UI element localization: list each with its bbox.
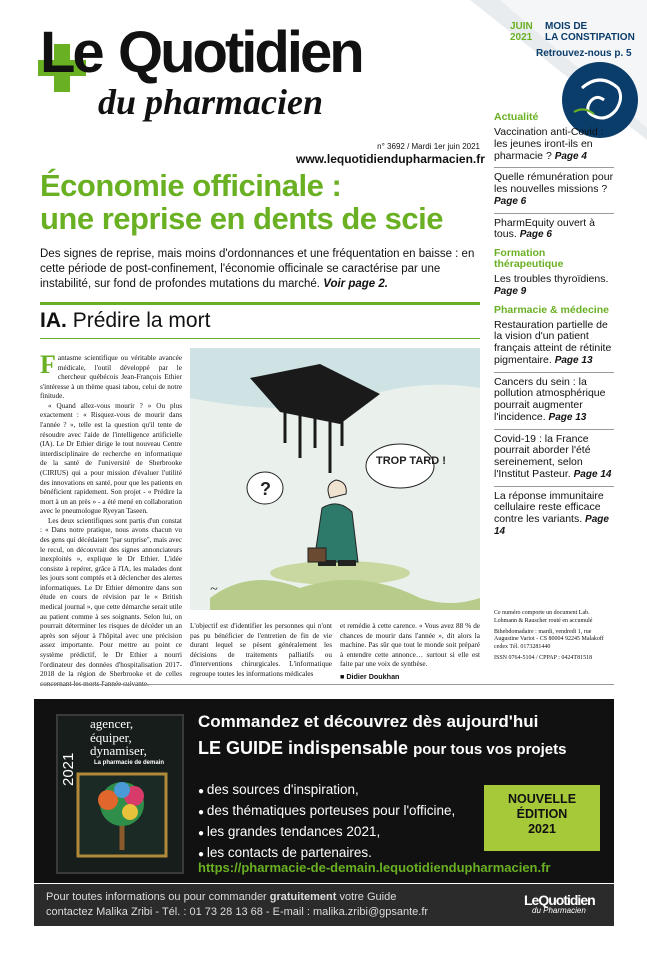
lead-ref-link[interactable]: Voir page 2. — [323, 277, 388, 290]
sidebar-item[interactable]: Covid-19 : la France pourrait aborder l'été sereinement, selon l'Institut Pasteur. Page 14 — [494, 430, 614, 487]
article-paragraph: Fantasme scientifique ou véritable avancée médicale, l'outil développé par le chercheur québécois Jean-François Ethier s'intéresse à un thème quasi tabou, celui de notre finitude. — [40, 350, 182, 401]
article-column-2: L'objectif est d'identifier les personnes qui n'ont pas pu bénéficier de l'entretien de fin de vie durant lequel se pèsent généralement les décisions de traitements palliatifs ou d'interventions chirurgicales. L'informatique regroupe toutes les informations médicales — [190, 622, 332, 678]
ad-footer-text: Pour toutes informations ou pour commander gratuitement votre Guide contactez Malika Zribi - Tél. : 01 73 28 13 68 - E-mail : malika.zribi@gpsante.fr — [46, 890, 486, 921]
website-link[interactable]: www.lequotidiendupharmacien.fr — [296, 152, 485, 166]
ad-heading: Commandez et découvrez dès aujourd'hui — [198, 712, 539, 731]
sidebar — [494, 110, 614, 543]
page-ref: Page 6 — [494, 195, 527, 207]
drop-cap: F — [40, 350, 56, 379]
list-item: ● les grandes tendances 2021, — [198, 822, 498, 843]
cartoon-image — [190, 348, 480, 610]
headline-line2: une reprise en dents de scie — [40, 200, 443, 236]
ad-subheading: LE GUIDE indispensable pour tous vos projets — [198, 738, 567, 758]
sidebar-item[interactable]: Vaccination anti-Covid : les jeunes iront-ils en pharmacie ? Page 4 — [494, 123, 614, 168]
svg-text:~: ~ — [210, 582, 218, 597]
footer-logo: LeQuotidien — [524, 892, 595, 908]
sidebar-item[interactable]: Restauration partielle de la vision d'un patient français atteint de rétinite pigmentaire. Page 13 — [494, 316, 614, 373]
cartoon-bubble: TROP TARD ! — [376, 455, 446, 467]
tree-illustration — [72, 770, 172, 860]
sidebar-head-pharmacie: Pharmacie & médecine — [494, 303, 609, 316]
page-ref: Page 13 — [554, 354, 593, 366]
list-item: ● des thématiques porteuses pour l'officine, — [198, 801, 498, 822]
book-subtitle: La pharmacie de demain — [94, 760, 165, 766]
ad-bullet-list — [198, 780, 498, 864]
sidebar-item[interactable]: Les troubles thyroïdiens. Page 9 — [494, 273, 609, 297]
issue-number: n° 3692 / Mardi 1er juin 2021 — [377, 142, 480, 151]
article-paragraph: « Quand allez-vous mourir ? » Ou plus exactement : « Risquez-vous de mourir dans l'année ? », telle est la question qu'il tente de résoudre avec l'aide de l'intelligence artificielle (IA). Le Dr Ethier dirige le tout nouveau Centre interdisciplinaire de recherche en informatique de la santé de l'université de Sherbrooke (CIRIUS) qui a pour mission d'évaluer l'utilité des innovations en santé, pour que les patients en bénéficient rapidement. Son projet - « Prédire la mort à un an près » - a été mené en collaboration avec le pneumologue Ryeyan Taseen. — [40, 401, 182, 516]
article-column-1 — [40, 350, 182, 689]
book-year: 2021 — [60, 752, 77, 786]
page-ref: Page 14 — [494, 514, 609, 537]
list-item: ● les contacts de partenaires. — [198, 843, 498, 864]
ad-url-link[interactable]: https://pharmacie-de-demain.lequotidiendupharmacien.fr — [198, 860, 551, 875]
sidebar-item[interactable]: Cancers du sein : la pollution atmosphérique pourrait augmenter l'incidence. Page 13 — [494, 373, 614, 430]
page-ref: Page 9 — [494, 285, 527, 297]
contact-info[interactable]: contactez Malika Zribi - Tél. : 01 73 28 13 68 - E-mail : malika.zribi@gpsante.fr — [46, 906, 429, 919]
headline-line1: Économie officinale : — [40, 168, 342, 203]
logo-quotidien: Quotidien — [118, 20, 362, 85]
list-item: ● des sources d'inspiration, — [198, 780, 498, 801]
imprint: Ce numéro comporte un document Lab. Lohmann & Rauscher routé en accumulé Bihebdomadaire : mardi, vendredi 1, rue Augustine Variot - CS 80004 92245 Malakoff cedex Tél. 0173281440 ISSN 0764-5104 / CPPAP : 0424T81518 — [494, 610, 604, 661]
section-heading: Prédire la mort — [72, 309, 211, 332]
page-ref: Page 14 — [573, 468, 612, 480]
section-tag: IA. — [40, 309, 67, 332]
book-title: agencer, équiper, dynamiser, — [90, 716, 147, 759]
article-column-3: et remédie à cette carence. « Vous avez 88 % de chances de mourir dans l'année », dit alors la machine. Pas sûr que tout le monde soit préparé à entendre cette annonce… surtout si elle est faite par une voix de synthèse. ■ Didier Doukhan — [340, 622, 480, 681]
corner-date: JUIN 2021 — [510, 21, 533, 43]
page-ref: Page 6 — [519, 229, 552, 241]
page-ref: Page 4 — [554, 150, 587, 162]
author-credit: ■ Didier Doukhan — [340, 671, 400, 681]
new-edition-badge: NOUVELLE ÉDITION 2021 — [484, 785, 600, 851]
footer-logo-sub: du Pharmacien — [532, 906, 586, 915]
page-ref: Page 13 — [548, 411, 587, 423]
sidebar-head-formation: Formation thérapeutique — [494, 247, 564, 271]
sidebar-item[interactable]: Quelle rémunération pour les nouvelles missions ? Page 6 — [494, 168, 614, 213]
divider — [40, 684, 614, 685]
corner-title: MOIS DE LA CONSTIPATION — [545, 21, 635, 43]
cartoon-question: ? — [260, 479, 271, 499]
lead-paragraph: Des signes de reprise, mais moins d'ordonnances et une fréquentation en baisse : en cette période de post-confinement, l'économie officinale se caractérise par une instabilité, sur fond de profondes mutations du marché. Voir page 2. — [40, 248, 475, 290]
sidebar-head-actualite: Actualité — [494, 111, 539, 123]
headline[interactable] — [40, 170, 480, 235]
logo-le: Le — [40, 20, 102, 85]
divider — [40, 302, 480, 305]
article-paragraph: Les deux scientifiques sont partis d'un constat : « Dans notre pratique, nous avons chacun vu des gens qui décédaient "par surprise", mais avec le recul, on découvrait des signes annonciateurs inexploités », explique le Dr Ethier. L'idée consiste à repérer, grâce à l'IA, les malades dont les jours sont comptés et à déclencher des alertes informatiques. Le Dr Ethier démontre dans son étude en cours de révision par le « British medical journal », que cette démarche serait utile au patient comme à ses soignants. Selon lui, on pourrait déterminer les risques de décéder un an après son séjour à l'hôpital avec une précision assez importante. Pour mettre au point ce système prédictif, le Dr Ethier a nourri l'ordinateur des données d'hospitalisation 2017-2018 de la région de Sherbrooke et de celles — [40, 516, 182, 679]
sidebar-item[interactable]: PharmEquity ouvert à tous. Page 6 — [494, 216, 595, 241]
corner-link[interactable]: Retrouvez-nous p. 5 — [536, 48, 632, 59]
section-title — [40, 309, 210, 332]
logo-subtitle: du pharmacien — [98, 82, 324, 122]
sidebar-item[interactable]: La réponse immunitaire cellulaire reste efficace contre les variants. Page 14 — [494, 489, 609, 537]
divider — [40, 338, 480, 339]
cartoon-illustration — [190, 348, 480, 610]
